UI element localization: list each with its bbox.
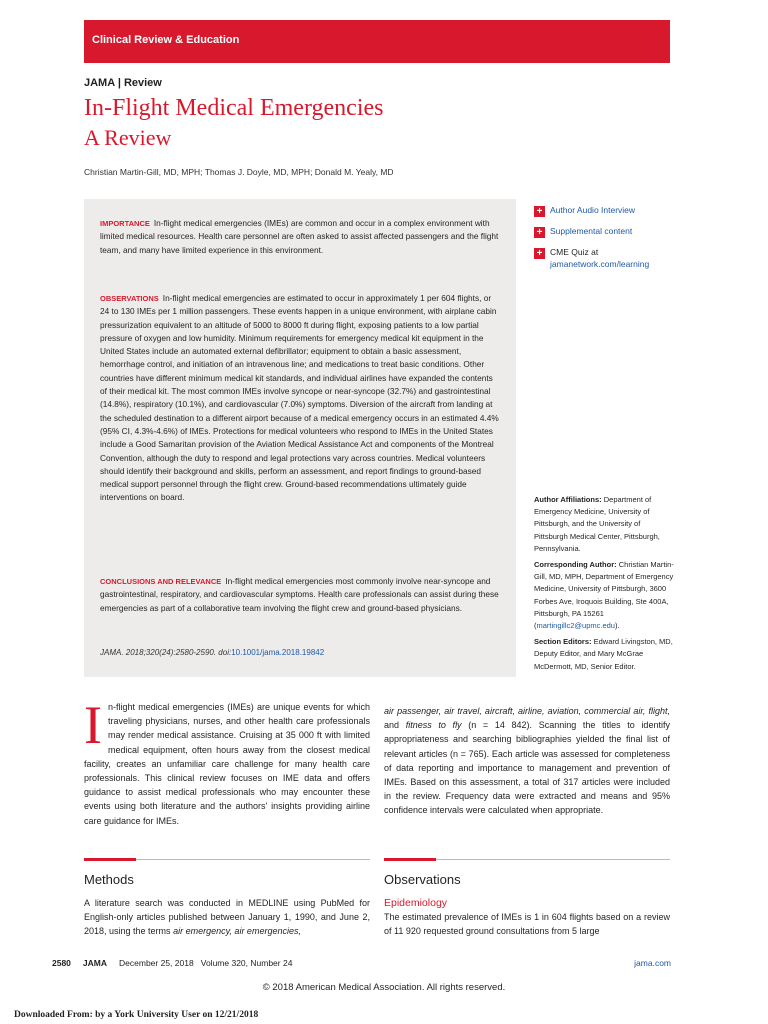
download-stamp: Downloaded From: by a York University User on 12/21/2018 bbox=[14, 1010, 259, 1020]
methods-text bbox=[84, 896, 370, 939]
conclusions-text: In-flight medical emergencies most commonly involve near-syncope and gastrointestinal, respiratory, and cardiovascular symptoms. Health care professionals can assist during these emergencies as part of a collaborative team involving the flight crew and ground-based physicians. bbox=[100, 576, 499, 613]
editors-text: Edward Livingston, MD, Deputy Editor, and Mary McGrae McDermott, MD, Senior Editor. bbox=[534, 637, 673, 671]
abstract-conclusions bbox=[100, 575, 500, 615]
epidemiology-subheading: Epidemiology bbox=[384, 897, 448, 909]
author-list: Christian Martin-Gill, MD, MPH; Thomas J. Doyle, MD, MPH; Donald M. Yealy, MD bbox=[84, 167, 394, 177]
affiliations-label: Author Affiliations: bbox=[534, 495, 602, 504]
affiliations-paragraph bbox=[534, 494, 674, 555]
banner-label: Clinical Review & Education bbox=[92, 34, 240, 46]
observations-text: In-flight medical emergencies are estimated to occur in approximately 1 per 604 flights, or 24 to 130 IMEs per 1 million passengers. These events happen in a unique environment, with airplane cabin pressurization equivalent to an altitude of 5000 to 8000 ft during flight, exposing patients to a low partial pressure of oxygen and low humidity. Minimum requirements for emergency medical kit equipment in the United States include an automated external defibrillator; equipment to obtain a basic assessment, hemorrhage control, and initiation of an intravenous line; and medications to treat basic conditions. Other countries have different minimum medical kit standards, and individual airlines have expanded the contents of their medical kit. The most common IMEs involve syncope or near-syncope (32.7%) and gastrointestinal (14.8%), respiratory (10.1%), and cardiovascular (7.0%) symptoms. Diversion of the aircraft from landing at the scheduled destination to a different airport because of a medical emergency occurs in an estimated 4.4% (95% CI, 4.3%-4.6%) of IMEs. Protections for medical volunteers who respond to IMEs in the United States include a Good Samaritan provision of the Aviation Medical Assistance Act and components of the Montreal Convention, although the duty to respond and legal protections vary across countries. Medical volunteers should identify their background and skills, perform an assessment, and report findings to ground-based medical support personnel through the flight crew. Ground-based recommendations ultimately guide interventions on board. bbox=[100, 293, 499, 503]
journal-url-link[interactable]: jama.com bbox=[634, 958, 671, 968]
abstract-observations bbox=[100, 292, 500, 505]
footer-date-volume: December 25, 2018 Volume 320, Number 24 bbox=[119, 958, 293, 968]
intro-paragraph bbox=[84, 695, 370, 828]
abstract-box bbox=[84, 199, 516, 677]
plus-icon: + bbox=[534, 248, 545, 259]
methods-terms: air emergency, air emergencies, bbox=[173, 926, 301, 937]
section-editors bbox=[534, 636, 674, 673]
observations-text: The estimated prevalence of IMEs is 1 in 604 flights based on a review of 11 920 requested ground consultations from 5 large bbox=[384, 912, 670, 937]
citation bbox=[100, 648, 324, 657]
author-audio-link[interactable] bbox=[534, 204, 674, 216]
affiliations-text: Department of Emergency Medicine, University of Pittsburgh, and the University of Pittsburgh Medical Center, Pittsburgh, Pennsylvania. bbox=[534, 495, 660, 553]
plus-icon: + bbox=[534, 206, 545, 217]
corresponding-end: ). bbox=[614, 621, 620, 631]
and-word: and bbox=[384, 720, 400, 731]
search-term-fitness: fitness to fly bbox=[405, 720, 462, 731]
corresponding-text: Christian Martin-Gill, MD, MPH, Department of Emergency Medicine, University of Pittsburgh, 3600 Forbes Ave, Iroquois Building, Ste 400A, Pittsburgh, PA 15261 ( bbox=[534, 560, 674, 631]
author-affiliations bbox=[534, 494, 674, 677]
importance-label: IMPORTANCE bbox=[100, 219, 150, 228]
observations-accent-bar bbox=[384, 858, 436, 861]
corresponding-author bbox=[534, 559, 674, 632]
email-link[interactable]: martingillc2@upmc.edu bbox=[536, 621, 615, 631]
corresponding-label: Corresponding Author: bbox=[534, 560, 617, 570]
observations-rule bbox=[436, 859, 670, 860]
related-links bbox=[534, 204, 674, 279]
article-title: In-Flight Medical Emergencies bbox=[84, 95, 384, 121]
editors-label: Section Editors: bbox=[534, 637, 592, 647]
copyright-notice: © 2018 American Medical Association. All rights reserved. bbox=[262, 982, 506, 993]
journal-kicker: JAMA | Review bbox=[84, 77, 162, 89]
supplemental-label: Supplemental content bbox=[550, 226, 633, 236]
plus-icon: + bbox=[534, 227, 545, 238]
cme-url[interactable]: jamanetwork.com/learning bbox=[550, 259, 650, 269]
supplemental-link[interactable] bbox=[534, 225, 674, 237]
drop-cap: I bbox=[84, 695, 102, 755]
footer-journal: JAMA bbox=[82, 958, 108, 968]
search-terms: air passenger, air travel, aircraft, airline, aviation, commercial air, flight, bbox=[384, 706, 670, 716]
methods-rule bbox=[136, 859, 370, 860]
page-number: 2580 bbox=[52, 958, 71, 968]
methods-accent-bar bbox=[84, 858, 136, 861]
methods-text-start: A literature search was conducted in MEDLINE using PubMed for English-only articles published between January 1, 1990, and June 2, 2018, using the terms bbox=[84, 898, 370, 937]
article-subtitle: A Review bbox=[84, 125, 172, 150]
importance-text: In-flight medical emergencies (IMEs) are common and occur in a complex environment with limited medical resources. Health care personnel are often asked to assist affected passengers and the flight team, and many have limited experience in this environment. bbox=[100, 218, 499, 255]
section-banner bbox=[84, 20, 670, 63]
methods-continued-text: (n = 14 842). Scanning the titles to identify appropriateness and searching bibliographies yielded the final list of relevant articles (n = 765). Each article was assessed for completeness of data reporting and importance to management and prevention of IMEs. Based on this assessment, a total of 317 articles were included in the review. Frequency data were extracted and means and 95% confidence intervals were calculated when appropriate. bbox=[384, 720, 670, 816]
cme-label: CME Quiz at bbox=[550, 247, 599, 257]
observations-heading: Observations bbox=[384, 872, 461, 887]
methods-heading: Methods bbox=[84, 872, 134, 887]
observations-label: OBSERVATIONS bbox=[100, 294, 159, 303]
intro-text: n-flight medical emergencies (IMEs) are unique events for which traveling physicians, nurses, and other health care professionals may render medical assistance. Cruising at 35 000 ft with limited medical equipment, often hours away from the closest medical facility, creates an unfamiliar care challenge for many health care professionals. This clinical review focuses on IME data and offers guidance to assist medical professionals who may encounter these events using both literature and the authors' insights providing airline care guidance for IMEs. bbox=[84, 702, 370, 826]
abstract-importance bbox=[100, 217, 500, 257]
methods-continued bbox=[384, 704, 670, 818]
citation-text: JAMA. 2018;320(24):2580-2590. doi: bbox=[100, 648, 232, 657]
cme-quiz-link[interactable] bbox=[534, 246, 674, 270]
doi-link[interactable]: 10.1001/jama.2018.19842 bbox=[231, 648, 325, 657]
audio-label: Author Audio Interview bbox=[550, 205, 636, 215]
page-footer bbox=[52, 958, 292, 968]
conclusions-label: CONCLUSIONS AND RELEVANCE bbox=[100, 577, 222, 586]
